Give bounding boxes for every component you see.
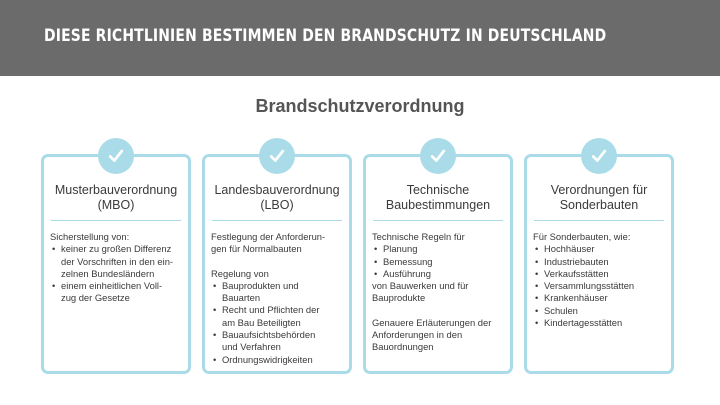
intro-text: Für Sonderbauten, wie:: [533, 231, 631, 242]
card-title-line: Technische: [406, 183, 470, 197]
checkmark-icon: [98, 138, 134, 174]
intro-line: gen für Normalbauten: [211, 243, 302, 255]
card-title-line: Musterbauverordnung: [54, 183, 178, 197]
list-item-line: • einem einheitlichen Voll-: [61, 280, 163, 292]
card-technische-baubestimmungen: [363, 154, 513, 374]
card-content: [211, 231, 345, 366]
section-subtitle: Brandschutzverordnung: [255, 96, 465, 116]
list-item-line: und Verfahren: [222, 341, 281, 353]
card-content: [533, 231, 667, 329]
list-item-line: • Ordnungswidrigkeiten: [222, 353, 313, 365]
card-title: [533, 181, 665, 215]
list-item: [50, 280, 184, 305]
list-item: [211, 329, 345, 354]
card-title-line: (MBO): [97, 198, 135, 212]
divider: [212, 220, 342, 221]
extra-line: Genauere Erläuterungen der: [372, 316, 492, 328]
list-item: • Versammlungsstätten: [533, 280, 667, 292]
extra-line: Bauordnungen: [372, 341, 434, 353]
card-mbo: [41, 154, 191, 374]
after-line: Bauprodukte: [372, 292, 426, 304]
bullet-list: [50, 243, 184, 304]
divider: [373, 220, 503, 221]
list-item-line: • Bauaufsichtsbehörden: [222, 329, 316, 341]
list-item: [50, 243, 184, 280]
list-item-line: zug der Gesetze: [61, 292, 130, 304]
checkmark-icon: [420, 138, 456, 174]
list-item-line: am Bau Beteiligten: [222, 316, 301, 328]
extra-line: Anforderungen in den: [372, 329, 463, 341]
list-item-line: zelnen Bundesländern: [61, 267, 155, 279]
intro-text: [211, 231, 345, 256]
card-sonderbauten: [524, 154, 674, 374]
bullet-list: [533, 243, 667, 329]
list-item: • Kindertagesstätten: [533, 317, 667, 329]
list-item: • Industriebauten: [533, 256, 667, 268]
intro-text: Sicherstellung von:: [50, 231, 130, 242]
card-title-line: Baubestimmungen: [385, 198, 491, 212]
extra-text: [372, 317, 506, 354]
bullet-list: [372, 243, 506, 280]
card-title-line: Verordnungen für: [550, 183, 648, 197]
intro-text: Technische Regeln für: [372, 231, 465, 242]
list-item: [211, 354, 345, 366]
list-item: • Verkaufsstätten: [533, 268, 667, 280]
card-content: [50, 231, 184, 305]
intro-line: Festlegung der Anforderun-: [211, 231, 326, 242]
after-line: von Bauwerken und für: [372, 280, 469, 292]
list-item: [211, 304, 345, 329]
divider: [51, 220, 181, 221]
divider: [534, 220, 664, 221]
list-item: [211, 280, 345, 305]
list-item: • Schulen: [533, 305, 667, 317]
list-item-line: • Bauprodukten und: [222, 279, 299, 291]
list-item: • Ausführung: [372, 268, 506, 280]
card-title-line: Sonderbauten: [559, 198, 639, 212]
page-title: DIESE RICHTLINIEN BESTIMMEN DEN BRANDSCHUTZ IN DEUTSCHLAND: [44, 26, 607, 46]
bullet-list: [211, 280, 345, 366]
intro-text: Regelung von: [211, 267, 269, 279]
list-item: • Bemessung: [372, 256, 506, 268]
card-title-line: Landesbauverordnung: [214, 183, 340, 197]
list-item-line: • keiner zu großen Differenz: [61, 243, 172, 255]
list-item-line: Bauarten: [222, 292, 261, 304]
card-title-line: (LBO): [260, 198, 294, 212]
list-item: • Krankenhäuser: [533, 292, 667, 304]
card-title: [372, 181, 504, 215]
header-banner: [0, 0, 720, 76]
card-content: [372, 231, 506, 354]
card-lbo: [202, 154, 352, 374]
card-title: [211, 181, 343, 215]
checkmark-icon: [581, 138, 617, 174]
list-item-line: • Recht und Pflichten der: [222, 304, 320, 316]
checkmark-icon: [259, 138, 295, 174]
list-item: • Hochhäuser: [533, 243, 667, 255]
after-text: [372, 280, 506, 305]
list-item: • Planung: [372, 243, 506, 255]
list-item-line: der Vorschriften in den ein-: [61, 255, 174, 267]
card-title: [50, 181, 182, 215]
